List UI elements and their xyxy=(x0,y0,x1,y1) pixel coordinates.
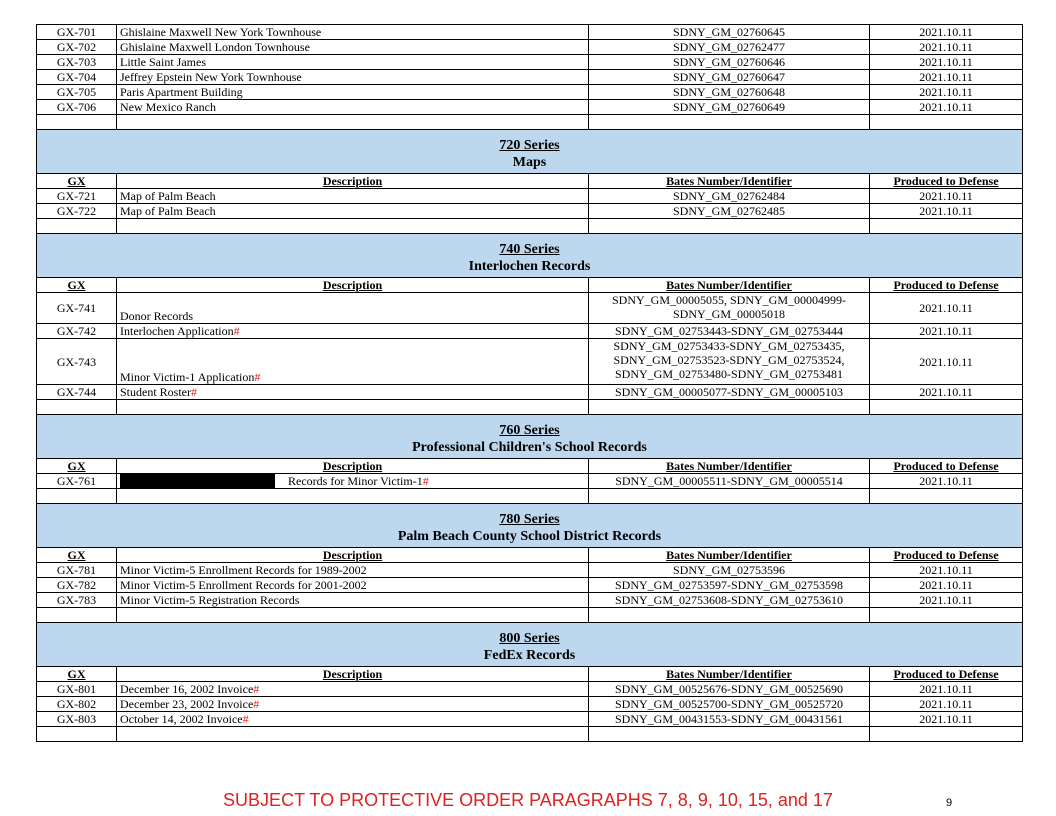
table-row xyxy=(37,189,1023,204)
bates-cell: SDNY_GM_02760647 xyxy=(589,70,870,85)
description-cell: Donor Records xyxy=(117,293,589,324)
col-header-description: Description xyxy=(117,174,589,189)
table-row xyxy=(37,385,1023,400)
bates-line: SDNY_GM_00005055, SDNY_GM_00004999- xyxy=(611,293,846,307)
bates-cell: SDNY_GM_02762485 xyxy=(589,204,870,219)
redaction-mark: # xyxy=(254,370,261,384)
bates-cell xyxy=(589,293,870,324)
description-cell xyxy=(117,385,589,400)
gx-cell: GX-704 xyxy=(37,70,117,85)
table-row xyxy=(37,474,1023,489)
bates-cell: SDNY_GM_02762484 xyxy=(589,189,870,204)
produced-cell: 2021.10.11 xyxy=(870,25,1023,40)
produced-cell: 2021.10.11 xyxy=(870,385,1023,400)
bates-cell: SDNY_GM_02760648 xyxy=(589,85,870,100)
gx-cell: GX-742 xyxy=(37,324,117,339)
bates-cell: SDNY_GM_02753608-SDNY_GM_02753610 xyxy=(589,593,870,608)
table-row xyxy=(37,70,1023,85)
column-header-row xyxy=(37,548,1023,563)
bates-line: SDNY_GM_02753433-SDNY_GM_02753435, xyxy=(613,339,845,353)
series-name: Professional Children's School Records xyxy=(412,440,647,455)
gx-cell: GX-801 xyxy=(37,682,117,697)
produced-cell: 2021.10.11 xyxy=(870,339,1023,385)
description-cell: Ghislaine Maxwell London Townhouse xyxy=(117,40,589,55)
table-row xyxy=(37,712,1023,727)
col-header-produced: Produced to Defense xyxy=(870,667,1023,682)
produced-cell: 2021.10.11 xyxy=(870,697,1023,712)
gx-cell: GX-701 xyxy=(37,25,117,40)
col-header-gx: GX xyxy=(37,278,117,293)
col-header-produced: Produced to Defense xyxy=(870,548,1023,563)
description-cell xyxy=(117,712,589,727)
series-number: 720 Series xyxy=(499,138,560,153)
exhibit-list-sheet xyxy=(36,24,1022,742)
gx-cell: GX-802 xyxy=(37,697,117,712)
blank-row xyxy=(37,115,1023,130)
description-cell xyxy=(117,697,589,712)
gx-cell: GX-782 xyxy=(37,578,117,593)
table-row xyxy=(37,324,1023,339)
redaction-mark: # xyxy=(422,474,429,488)
gx-cell: GX-706 xyxy=(37,100,117,115)
series-name: Interlochen Records xyxy=(468,259,591,274)
description-text: Minor Victim-1 Application xyxy=(120,370,255,384)
description-cell xyxy=(117,339,589,385)
col-header-produced: Produced to Defense xyxy=(870,459,1023,474)
description-cell: Map of Palm Beach xyxy=(117,204,589,219)
produced-cell: 2021.10.11 xyxy=(870,85,1023,100)
bates-cell: SDNY_GM_02760645 xyxy=(589,25,870,40)
gx-cell: GX-803 xyxy=(37,712,117,727)
redaction-mark: # xyxy=(242,712,249,726)
table-row xyxy=(37,293,1023,324)
col-header-description: Description xyxy=(117,278,589,293)
col-header-produced: Produced to Defense xyxy=(870,174,1023,189)
bates-line: SDNY_GM_02753523-SDNY_GM_02753524, xyxy=(613,353,845,367)
redaction-mark: # xyxy=(253,697,260,711)
bates-line: SDNY_GM_02753480-SDNY_GM_02753481 xyxy=(614,367,843,381)
description-text: Records for Minor Victim-1 xyxy=(288,474,423,488)
column-header-row xyxy=(37,667,1023,682)
produced-cell: 2021.10.11 xyxy=(870,593,1023,608)
description-cell: Jeffrey Epstein New York Townhouse xyxy=(117,70,589,85)
bates-cell: SDNY_GM_02760649 xyxy=(589,100,870,115)
col-header-gx: GX xyxy=(37,174,117,189)
series-header-740 xyxy=(37,234,1023,278)
description-cell: Map of Palm Beach xyxy=(117,189,589,204)
description-cell: New Mexico Ranch xyxy=(117,100,589,115)
gx-cell: GX-761 xyxy=(37,474,117,489)
produced-cell: 2021.10.11 xyxy=(870,55,1023,70)
col-header-bates: Bates Number/Identifier xyxy=(589,174,870,189)
blank-row xyxy=(37,400,1023,415)
col-header-bates: Bates Number/Identifier xyxy=(589,459,870,474)
description-cell: Ghislaine Maxwell New York Townhouse xyxy=(117,25,589,40)
page-number: 9 xyxy=(946,797,953,809)
redaction-mark: # xyxy=(191,385,197,399)
produced-cell: 2021.10.11 xyxy=(870,189,1023,204)
gx-cell: GX-705 xyxy=(37,85,117,100)
col-header-gx: GX xyxy=(37,667,117,682)
redaction-mark: # xyxy=(253,682,260,696)
description-cell: Minor Victim-5 Enrollment Records for 1989-2002 xyxy=(117,563,589,578)
table-row xyxy=(37,25,1023,40)
series-name: Palm Beach County School District Records xyxy=(397,529,662,544)
bates-cell: SDNY_GM_02753597-SDNY_GM_02753598 xyxy=(589,578,870,593)
blank-row xyxy=(37,608,1023,623)
column-header-row xyxy=(37,174,1023,189)
table-row xyxy=(37,339,1023,385)
description-text: December 16, 2002 Invoice xyxy=(120,682,254,696)
gx-cell: GX-744 xyxy=(37,385,117,400)
table-row xyxy=(37,563,1023,578)
gx-cell: GX-781 xyxy=(37,563,117,578)
bates-cell: SDNY_GM_02762477 xyxy=(589,40,870,55)
gx-cell: GX-703 xyxy=(37,55,117,70)
description-text: Student Roster xyxy=(120,385,191,399)
col-header-produced: Produced to Defense xyxy=(870,278,1023,293)
col-header-bates: Bates Number/Identifier xyxy=(589,548,870,563)
column-header-row xyxy=(37,459,1023,474)
produced-cell: 2021.10.11 xyxy=(870,204,1023,219)
bates-cell: SDNY_GM_00525676-SDNY_GM_00525690 xyxy=(589,682,870,697)
bates-cell: SDNY_GM_02753596 xyxy=(589,563,870,578)
series-name: Maps xyxy=(512,155,547,170)
produced-cell: 2021.10.11 xyxy=(870,293,1023,324)
table-row xyxy=(37,100,1023,115)
description-text: October 14, 2002 Invoice xyxy=(120,712,243,726)
produced-cell: 2021.10.11 xyxy=(870,682,1023,697)
produced-cell: 2021.10.11 xyxy=(870,578,1023,593)
blank-row xyxy=(37,219,1023,234)
col-header-description: Description xyxy=(117,548,589,563)
table-row xyxy=(37,55,1023,70)
description-cell xyxy=(117,682,589,697)
col-header-description: Description xyxy=(117,459,589,474)
description-cell: Minor Victim-5 Enrollment Records for 2001-2002 xyxy=(117,578,589,593)
produced-cell: 2021.10.11 xyxy=(870,40,1023,55)
description-cell xyxy=(117,324,589,339)
bates-cell: SDNY_GM_00525700-SDNY_GM_00525720 xyxy=(589,697,870,712)
produced-cell: 2021.10.11 xyxy=(870,70,1023,85)
table-row xyxy=(37,578,1023,593)
table-row xyxy=(37,593,1023,608)
bates-cell xyxy=(589,339,870,385)
series-name: FedEx Records xyxy=(483,648,576,663)
table-row xyxy=(37,85,1023,100)
gx-cell: GX-743 xyxy=(37,339,117,385)
series-number: 800 Series xyxy=(499,631,560,646)
description-cell: Little Saint James xyxy=(117,55,589,70)
produced-cell: 2021.10.11 xyxy=(870,563,1023,578)
series-header-800 xyxy=(37,623,1023,667)
table-row xyxy=(37,40,1023,55)
produced-cell: 2021.10.11 xyxy=(870,324,1023,339)
bates-line: SDNY_GM_00005018 xyxy=(672,307,785,321)
protective-order-notice: SUBJECT TO PROTECTIVE ORDER PARAGRAPHS 7, 8, 9, 10, 15, and 17 xyxy=(223,790,833,810)
table-row xyxy=(37,682,1023,697)
gx-cell: GX-741 xyxy=(37,293,117,324)
gx-cell: GX-783 xyxy=(37,593,117,608)
description-cell xyxy=(117,474,589,489)
series-header-760 xyxy=(37,415,1023,459)
gx-cell: GX-721 xyxy=(37,189,117,204)
col-header-bates: Bates Number/Identifier xyxy=(589,278,870,293)
col-header-gx: GX xyxy=(37,459,117,474)
exhibit-table xyxy=(36,24,1023,742)
bates-cell: SDNY_GM_02753443-SDNY_GM_02753444 xyxy=(589,324,870,339)
table-row xyxy=(37,204,1023,219)
produced-cell: 2021.10.11 xyxy=(870,712,1023,727)
blank-row xyxy=(37,727,1023,742)
series-number: 780 Series xyxy=(499,512,560,527)
blank-row xyxy=(37,489,1023,504)
redaction-block xyxy=(120,474,275,488)
gx-cell: GX-702 xyxy=(37,40,117,55)
series-header-720 xyxy=(37,130,1023,174)
description-text: Interlochen Application xyxy=(120,324,234,338)
table-row xyxy=(37,697,1023,712)
description-cell: Minor Victim-5 Registration Records xyxy=(117,593,589,608)
bates-cell: SDNY_GM_00005511-SDNY_GM_00005514 xyxy=(589,474,870,489)
series-number: 760 Series xyxy=(499,423,560,438)
produced-cell: 2021.10.11 xyxy=(870,100,1023,115)
redaction-mark: # xyxy=(233,324,240,338)
series-header-780 xyxy=(37,504,1023,548)
col-header-bates: Bates Number/Identifier xyxy=(589,667,870,682)
bates-cell: SDNY_GM_00431553-SDNY_GM_00431561 xyxy=(589,712,870,727)
series-number: 740 Series xyxy=(499,242,560,257)
gx-cell: GX-722 xyxy=(37,204,117,219)
bates-cell: SDNY_GM_00005077-SDNY_GM_00005103 xyxy=(589,385,870,400)
description-cell: Paris Apartment Building xyxy=(117,85,589,100)
col-header-gx: GX xyxy=(37,548,117,563)
column-header-row xyxy=(37,278,1023,293)
bates-cell: SDNY_GM_02760646 xyxy=(589,55,870,70)
col-header-description: Description xyxy=(117,667,589,682)
produced-cell: 2021.10.11 xyxy=(870,474,1023,489)
description-text: December 23, 2002 Invoice xyxy=(120,697,254,711)
